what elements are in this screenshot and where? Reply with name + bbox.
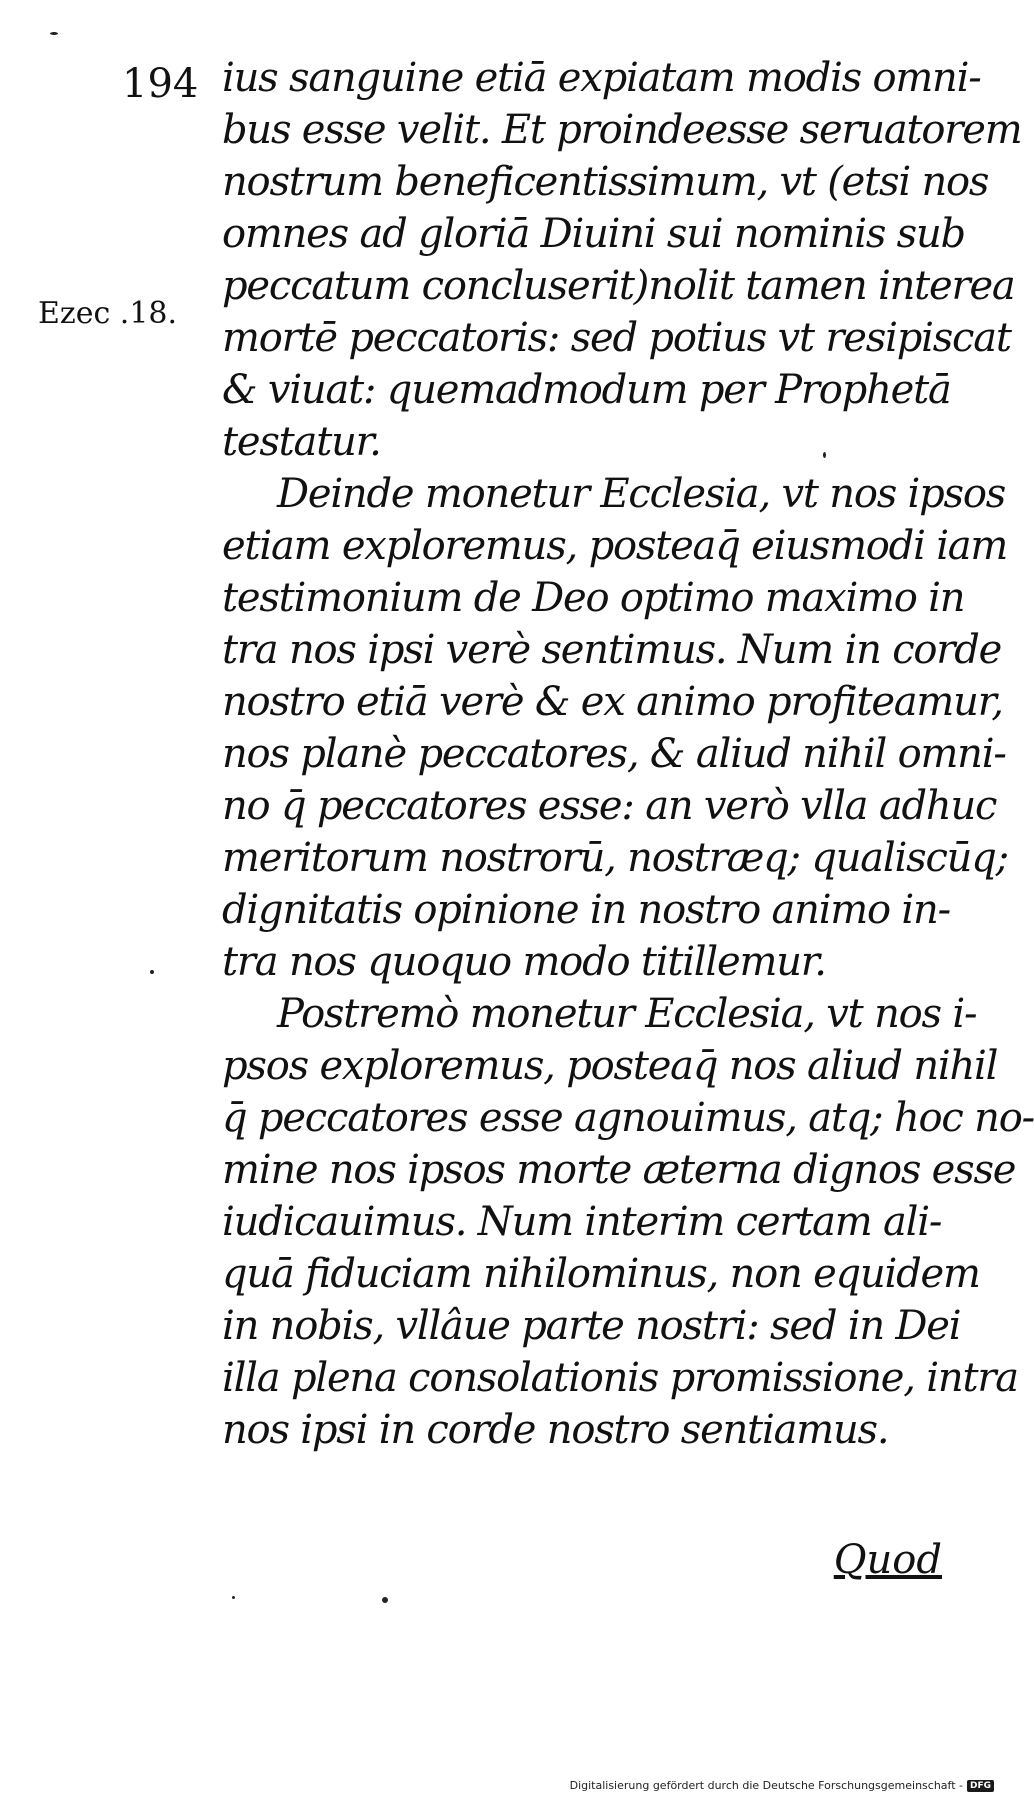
text-line: nostro etiā verè & ex animo profiteamur, <box>222 679 1003 725</box>
text-line: no q̄ peccatores esse: an verò vlla adhuc <box>222 783 997 829</box>
text-line: testatur. <box>222 419 381 465</box>
text-line: etiam exploremus, posteaq̄ eiusmodi iam <box>222 523 1008 569</box>
text-line: illa plena consolationis promissione, intra <box>222 1355 1018 1401</box>
text-line: meritorum nostrorū, nostræq; qualiscūq; <box>222 835 1008 881</box>
text-line: nos planè peccatores, & aliud nihil omni- <box>222 731 1006 777</box>
text-line: Postremò monetur Ecclesia, vt nos i- <box>277 991 977 1037</box>
scan-speck <box>50 32 58 35</box>
scan-speck <box>823 452 826 458</box>
text-line: in nobis, vllâue parte nostri: sed in Dei <box>222 1303 961 1349</box>
body-text <box>222 52 1034 1456</box>
text-line: iudicauimus. Num interim certam ali- <box>222 1199 942 1245</box>
text-line: testimonium de Deo optimo maximo in <box>222 575 965 621</box>
text-line: mortē peccatoris: sed potius vt resipiscat <box>222 315 1011 361</box>
dfg-logo-icon: DFG <box>967 1780 994 1792</box>
text-line: ius sanguine etiā expiatam modis omni- <box>222 55 981 101</box>
text-line: Deinde monetur Ecclesia, vt nos ipsos <box>277 471 1006 517</box>
footer-text: Digitalisierung gefördert durch die Deutsche Forschungsgemeinschaft - <box>569 1779 963 1792</box>
text-line: dignitatis opinione in nostro animo in- <box>222 887 950 933</box>
text-line: tra nos ipsi verè sentimus. Num in corde <box>222 627 1002 673</box>
catchword: Quod <box>833 1537 942 1583</box>
scan-speck <box>232 1596 235 1599</box>
page-number: 194 <box>122 61 199 107</box>
text-line: quā fiduciam nihilominus, non equidem <box>222 1251 980 1297</box>
scan-speck <box>150 970 154 974</box>
text-line: tra nos quoquo modo titillemur. <box>222 939 826 985</box>
text-line: omnes ad gloriā Diuini sui nominis sub <box>222 211 965 257</box>
digitization-footer <box>570 1779 994 1792</box>
text-line: & viuat: quemadmodum per Prophetā <box>222 367 951 413</box>
text-line: peccatum concluserit)nolit tamen interea <box>222 263 1015 309</box>
text-line: mine nos ipsos morte æterna dignos esse <box>222 1147 1016 1193</box>
margin-note: Ezec .18. <box>38 296 178 331</box>
text-line: nostrum beneficentissimum, vt (etsi nos <box>222 159 989 205</box>
text-line: nos ipsi in corde nostro sentiamus. <box>222 1407 889 1453</box>
text-line: q̄ peccatores esse agnouimus, atq; hoc no- <box>222 1095 1034 1141</box>
text-line: bus esse velit. Et proindeesse seruatorem <box>222 107 1022 153</box>
scan-speck <box>382 1597 388 1603</box>
text-line: psos exploremus, posteaq̄ nos aliud nihil <box>222 1043 998 1089</box>
